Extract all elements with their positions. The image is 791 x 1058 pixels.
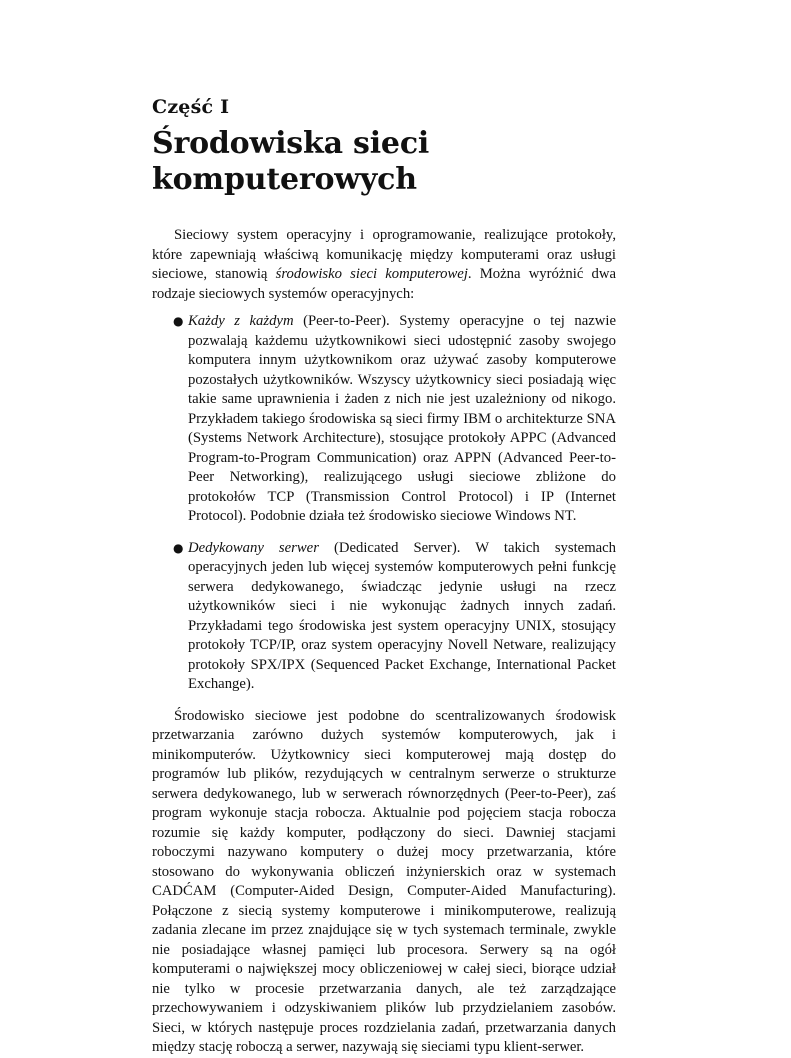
intro-text-start: Sieciowy system operacyjny i oprogramowanie, realizujące protokoły, które zapewniają właściwą komunikację między komputerami oraz usługi sieciowe, stanowią xyxy=(152,227,616,282)
list-item-term: Dedykowany serwer xyxy=(188,539,319,556)
list-item-peer-to-peer xyxy=(173,312,616,527)
chapter-title: Środowiska sieci komputerowych xyxy=(152,126,430,197)
list-item-text: (Dedicated Server). W takich systemach operacyjnych jeden lub więcej systemów komputerowych pełni funkcję serwera dedykowanego, świadcząc jedynie usługi na rzecz użytkowników sieci i nie wykonując żadnych innych zadań. Przykładami tego środowiska jest system operacyjny UNIX, stosujący protokoły TCP/IP, oraz system operacyjny Novell Netware, realizujący protokoły SPX/IPX (Sequenced Packet Exchange, International Packet Exchange). xyxy=(188,539,617,692)
os-types-list xyxy=(152,312,616,695)
closing-paragraph: Środowisko sieciowe jest podobne do scentralizowanych środowisk przetwarzania zarówno dużych systemów komputerowych, jak i minikomputerów. Użytkownicy sieci komputerowej mają dostęp do programów lub plików, rezydujących w centralnym serwerze o strukturze serwera dedykowanego, lub w serwerach równorzędnych (Peer-to-Peer), zaś program wykonuje stacja robocza. Aktualnie pod pojęciem stacja robocza rozumie się każdy komputer, podłączony do sieci. Dawniej stacjami roboczymi nazywano komputery o dużej mocy przetwarzania, które stosowano do wykonywania obliczeń inżynierskich oraz w systemach CADĆAM (Computer-Aided Design, Computer-Aided Manufacturing). Połączone z siecią systemy komputerowe i minikomputerowe, realizują zadania zlecane im przez znajdujące się w tych systemach terminale, zwykle nie posiadające własnej pamięci lub procesora. Serwery są na ogół komputerami o największej mocy obliczeniowej w całej sieci, biorące udział nie tylko w procesie przetwarzania danych, ale też zarządzające przechowywaniem i odzyskiwaniem plików lub przydzielaniem zasobów. Sieci, w których następuje proces rozdzielania zadań, przetwarzania danych między stację roboczą a serwer, nazywają się sieciami typu klient-serwer. xyxy=(152,707,616,1055)
list-item-dedicated-server xyxy=(173,539,617,695)
intro-text-end: . Można wyróżnić dwa rodzaje sieciowych systemów operacyjnych: xyxy=(152,266,616,302)
part-label: Część I xyxy=(152,96,230,118)
intro-paragraph xyxy=(152,226,616,304)
list-item-term: Każdy z każdym xyxy=(188,313,294,329)
intro-emphasis: środowisko sieci komputerowej xyxy=(275,266,468,282)
list-item-text: (Peer-to-Peer). Systemy operacyjne o tej nazwie pozwalają każdemu użytkownikowi sieci udostępnić zasoby swojego komputera innym użytkownikom oraz używać zasoby komputerowe pozostałych użytkowników. Wszyscy użytkownicy sieci posiadają więc takie same uprawnienia i żaden z nich nie jest uzależniony od nikogo. Przykładem takiego środowiska są sieci firmy IBM o architekturze SNA (Systems Network Architecture), stosujące protokoły APPC (Advanced Program-to-Program Communication) oraz APPN (Advanced Peer-to-Peer Networking), realizującego usługi sieciowe zbliżone do protokołów TCP (Transmission Control Protocol) i IP (Internet Protocol). Podobnie działa też środowisko sieciowe Windows NT. xyxy=(188,313,616,524)
document-page xyxy=(152,96,616,1058)
bullet-icon: ● xyxy=(173,314,184,328)
bullet-icon: ● xyxy=(173,540,184,555)
